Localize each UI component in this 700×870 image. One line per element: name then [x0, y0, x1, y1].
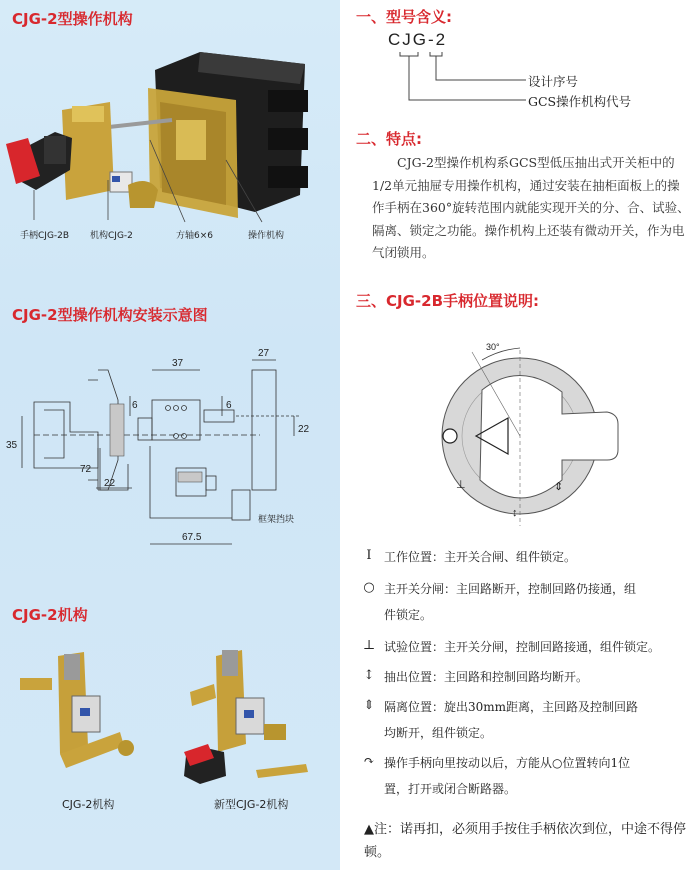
dim-27: 27 [258, 348, 270, 359]
model-line2: GCS操作机构代号 [528, 94, 632, 109]
legend-text: 操作手柄向里按动以后，方能从○位置转向1位 [384, 756, 631, 770]
legend-text: 隔离位置：旋出30mm距离，主回路及控制回路 [384, 700, 639, 714]
dim-22b: 22 [104, 478, 116, 489]
push-rotate-icon: ↷ [363, 754, 375, 769]
frame-stop-label: 框架挡块 [258, 514, 295, 524]
label-handle: 手柄CJG-2B [20, 231, 70, 241]
install-diagram [0, 340, 340, 560]
work-position-icon: I [366, 548, 372, 563]
legend-text: 置，打开或闭合断路器。 [384, 782, 517, 796]
legend-text: 主开关分闸：主回路断开，控制回路仍接通，组 [384, 582, 637, 596]
mechanism-photo [0, 40, 340, 250]
label-shaft: 方轴6×6 [176, 231, 213, 241]
isolation-position-icon: ⇕ [363, 698, 375, 713]
svg-text:↕: ↕ [512, 507, 518, 519]
mechanism-photos-bottom [0, 636, 340, 786]
legend-text: 抽出位置：主回路和控制回路均断开。 [384, 670, 589, 684]
withdraw-position-icon: ↕ [363, 668, 375, 683]
model-line1: 设计序号 [528, 74, 579, 89]
dim-37: 37 [172, 358, 184, 369]
features-text: CJG-2型操作机构系GCS型低压抽出式开关柜中的1/2单元抽屉专用操作机构，通过安装在抽柜面板上的操作手柄在360°旋转范围内就能实现开关的分、合、试验、隔离、锁定之功能。操作机构上还装有微动开关，作为电气闭锁用。 [372, 155, 690, 260]
model-bracket [396, 48, 536, 108]
handle-title: 三、CJG-2B手柄位置说明: [356, 292, 539, 310]
note: ▲注：诺再扣，必须用手按住手柄依次到位，中途不得停顿。 [364, 822, 686, 860]
handle-dial [432, 320, 652, 530]
svg-text:⊥: ⊥ [456, 479, 466, 491]
label-mechanism: 机构CJG-2 [90, 231, 133, 241]
caption-new-cjg2: 新型CJG-2机构 [214, 798, 289, 811]
legend-text: 试验位置：主开关分闸，控制回路接通，组件锁定。 [384, 640, 661, 654]
features-title: 二、特点: [356, 130, 422, 148]
legend-text: 均断开，组件锁定。 [384, 726, 493, 740]
model-title: 一、型号含义: [356, 8, 452, 26]
label-operating-mechanism: 操作机构 [248, 231, 285, 241]
dial-angle: 30° [486, 342, 500, 352]
dim-6b: 6 [226, 400, 232, 411]
model-code: CJG-2 [388, 30, 448, 49]
section-title-mechanism: CJG-2型操作机构 [12, 10, 133, 28]
dim-72: 72 [80, 464, 92, 475]
caption-cjg2: CJG-2机构 [62, 798, 115, 811]
legend-text: 工作位置：主开关合闸、组件锁定。 [384, 550, 577, 564]
dim-67-5: 67.5 [182, 532, 202, 543]
dim-22a: 22 [298, 424, 310, 435]
section-title-install: CJG-2型操作机构安装示意图 [12, 306, 208, 324]
svg-text:⇕: ⇕ [554, 481, 564, 493]
test-position-icon: ⊥ [362, 638, 376, 653]
left-panel [0, 0, 340, 870]
legend-text: 件锁定。 [384, 608, 433, 622]
section-title-cjg2: CJG-2机构 [12, 606, 88, 624]
open-position-icon: ○ [363, 580, 375, 595]
dim-6a: 6 [132, 400, 138, 411]
dim-35: 35 [6, 440, 18, 451]
